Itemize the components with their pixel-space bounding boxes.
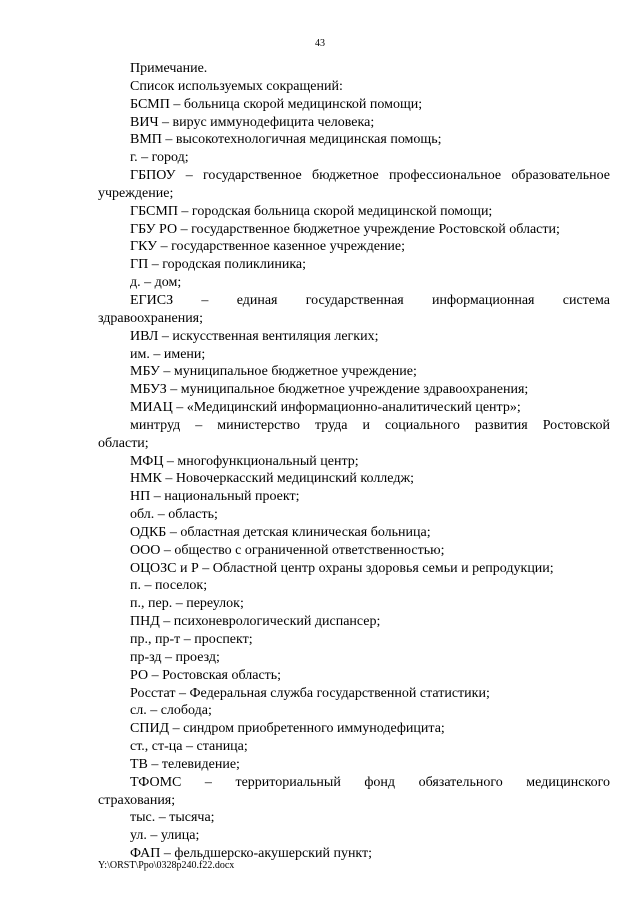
abbreviation-entry: ТВ – телевидение; (130, 756, 240, 772)
abbreviation-entry: обл. – область; (130, 507, 218, 523)
abbreviation-entry: ГП – городская поликлиника; (130, 257, 307, 273)
list-title: Список используемых сокращений: (130, 78, 343, 94)
footer-file-path: Y:\ORST\Ppo\0328p240.f22.docx (98, 860, 235, 871)
abbreviation-entry: ВМП – высокотехнологичная медицинская помощь; (130, 132, 442, 148)
abbreviation-entry: МФЦ – многофункциональный центр; (130, 453, 359, 469)
abbreviation-entry: ОДКБ – областная детская клиническая больница; (130, 524, 431, 540)
abbreviation-entry: МБУЗ – муниципальное бюджетное учреждение здравоохранения; (130, 382, 529, 398)
abbreviation-entry: ст., ст-ца – станица; (130, 739, 248, 755)
abbreviation-entry: СПИД – синдром приобретенного иммунодефицита; (130, 721, 445, 737)
abbreviation-entry: ул. – улица; (130, 828, 200, 844)
abbreviation-entry: ЕГИСЗ – единая государственная информационная система (130, 292, 610, 308)
abbreviation-entry: д. – дом; (130, 275, 182, 291)
abbreviation-entry: НП – национальный проект; (130, 489, 300, 505)
abbreviation-entry: ГБСМП – городская больница скорой медицинской помощи; (130, 203, 493, 219)
abbreviation-entry: п. – поселок; (130, 578, 208, 594)
abbreviation-entry: п., пер. – переулок; (130, 596, 244, 612)
abbreviation-entry: МБУ – муниципальное бюджетное учреждение; (130, 364, 417, 380)
abbreviation-list (98, 96, 610, 863)
note-title: Примечание. (130, 61, 208, 76)
abbreviation-continuation: области; (98, 435, 149, 451)
abbreviation-continuation: учреждение; (98, 185, 174, 201)
abbreviation-entry: ИВЛ – искусственная вентиляция легких; (130, 328, 379, 344)
abbreviation-entry: ВИЧ – вирус иммунодефицита человека; (130, 114, 375, 130)
abbreviation-entry: пр., пр-т – проспект; (130, 632, 253, 647)
abbreviation-entry: ГБУ РО – государственное бюджетное учреждение Ростовской области; (130, 221, 560, 237)
abbreviation-entry: НМК – Новочеркасский медицинский колледж; (130, 471, 415, 487)
abbreviation-entry: Росстат – Федеральная служба государственной статистики; (130, 685, 490, 701)
abbreviation-entry: ПНД – психоневрологический диспансер; (130, 614, 381, 630)
abbreviation-entry: тыс. – тысяча; (130, 810, 215, 826)
document-body (98, 60, 610, 863)
abbreviation-entry: ООО – общество с ограниченной ответственностью; (130, 542, 445, 558)
abbreviation-entry: ГКУ – государственное казенное учреждение; (130, 239, 406, 255)
abbreviation-entry: ОЦОЗС и Р – Областной центр охраны здоровья семьи и репродукции; (130, 560, 554, 576)
abbreviation-entry: ТФОМС – территориальный фонд обязательного медицинского (130, 774, 610, 790)
abbreviation-entry: ФАП – фельдшерско-акушерский пункт; (130, 846, 373, 862)
abbreviation-entry: МИАЦ – «Медицинский информационно-аналитический центр»; (130, 400, 521, 416)
abbreviation-continuation: здравоохранения; (98, 310, 204, 326)
abbreviation-entry: ГБПОУ – государственное бюджетное профессиональное образовательное (130, 168, 610, 184)
abbreviation-entry: РО – Ростовская область; (130, 667, 282, 683)
abbreviation-entry: им. – имени; (130, 346, 206, 362)
page-number: 43 (315, 38, 325, 49)
abbreviation-entry: г. – город; (130, 150, 189, 166)
abbreviation-entry: сл. – слобода; (130, 703, 212, 719)
abbreviation-continuation: страхования; (98, 792, 176, 808)
abbreviation-entry: пр-зд – проезд; (130, 649, 220, 665)
abbreviation-entry: БСМП – больница скорой медицинской помощи; (130, 96, 423, 112)
abbreviation-entry: минтруд – министерство труда и социального развития Ростовской (130, 417, 610, 433)
